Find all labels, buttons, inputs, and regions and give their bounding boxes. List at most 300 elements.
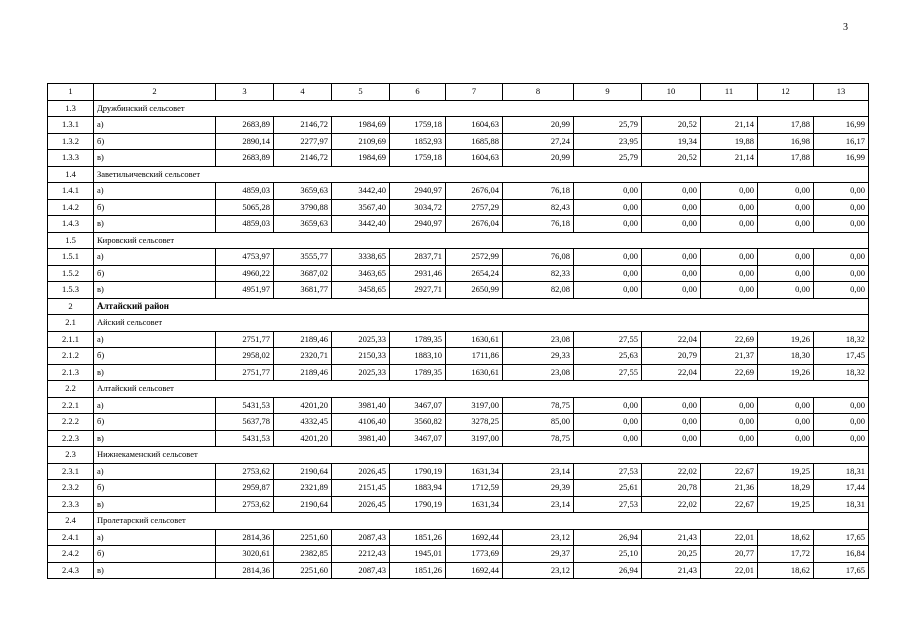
value-cell: 2753,62 — [216, 463, 274, 480]
value-cell: 0,00 — [758, 199, 814, 216]
value-cell: 22,01 — [701, 529, 758, 546]
value-cell: 2654,24 — [446, 265, 503, 282]
value-cell: 2683,89 — [216, 150, 274, 167]
value-cell: 23,12 — [503, 529, 574, 546]
value-cell: 0,00 — [701, 430, 758, 447]
row-label: в) — [94, 364, 216, 381]
value-cell: 0,00 — [814, 216, 869, 233]
value-cell: 2026,45 — [332, 496, 390, 513]
value-cell: 1711,86 — [446, 348, 503, 365]
value-cell: 18,31 — [814, 496, 869, 513]
row-code: 2.1.3 — [48, 364, 94, 381]
value-cell: 2958,02 — [216, 348, 274, 365]
section-row — [48, 447, 869, 464]
table-row — [48, 397, 869, 414]
value-cell: 2382,85 — [274, 546, 332, 563]
row-label: а) — [94, 463, 216, 480]
section-title: Дружбинский сельсовет — [94, 100, 869, 117]
value-cell: 20,25 — [642, 546, 701, 563]
value-cell: 16,17 — [814, 133, 869, 150]
column-number: 12 — [758, 84, 814, 101]
value-cell: 1883,94 — [390, 480, 446, 497]
section-row — [48, 513, 869, 530]
value-cell: 0,00 — [642, 414, 701, 431]
value-cell: 21,37 — [701, 348, 758, 365]
value-cell: 0,00 — [758, 430, 814, 447]
column-number: 3 — [216, 84, 274, 101]
value-cell: 0,00 — [701, 216, 758, 233]
value-cell: 20,52 — [642, 117, 701, 134]
value-cell: 18,62 — [758, 529, 814, 546]
value-cell: 0,00 — [642, 183, 701, 200]
value-cell: 3034,72 — [390, 199, 446, 216]
row-label: а) — [94, 249, 216, 266]
row-code: 1.4.1 — [48, 183, 94, 200]
value-cell: 21,14 — [701, 117, 758, 134]
value-cell: 5065,28 — [216, 199, 274, 216]
table-row — [48, 562, 869, 579]
value-cell: 2890,14 — [216, 133, 274, 150]
value-cell: 23,08 — [503, 364, 574, 381]
value-cell: 16,84 — [814, 546, 869, 563]
row-label: а) — [94, 397, 216, 414]
value-cell: 1852,93 — [390, 133, 446, 150]
row-code: 2.2.1 — [48, 397, 94, 414]
value-cell: 22,69 — [701, 364, 758, 381]
value-cell: 1685,88 — [446, 133, 503, 150]
value-cell: 22,01 — [701, 562, 758, 579]
value-cell: 17,88 — [758, 117, 814, 134]
value-cell: 17,44 — [814, 480, 869, 497]
value-cell: 19,26 — [758, 331, 814, 348]
value-cell: 2251,60 — [274, 529, 332, 546]
value-cell: 2814,36 — [216, 562, 274, 579]
value-cell: 27,24 — [503, 133, 574, 150]
value-cell: 2190,64 — [274, 496, 332, 513]
value-cell: 22,04 — [642, 331, 701, 348]
value-cell: 20,99 — [503, 117, 574, 134]
row-label: в) — [94, 282, 216, 299]
value-cell: 2026,45 — [332, 463, 390, 480]
value-cell: 16,98 — [758, 133, 814, 150]
row-code: 1.3.1 — [48, 117, 94, 134]
value-cell: 3790,88 — [274, 199, 332, 216]
value-cell: 2927,71 — [390, 282, 446, 299]
column-number: 11 — [701, 84, 758, 101]
section-row — [48, 166, 869, 183]
value-cell: 22,67 — [701, 463, 758, 480]
value-cell: 2940,97 — [390, 216, 446, 233]
value-cell: 0,00 — [758, 183, 814, 200]
value-cell: 3467,07 — [390, 430, 446, 447]
value-cell: 0,00 — [642, 265, 701, 282]
value-cell: 0,00 — [642, 216, 701, 233]
section-title: Айский сельсовет — [94, 315, 869, 332]
value-cell: 17,65 — [814, 529, 869, 546]
value-cell: 17,65 — [814, 562, 869, 579]
row-label: б) — [94, 265, 216, 282]
value-cell: 27,53 — [574, 496, 642, 513]
row-code: 1.3.3 — [48, 150, 94, 167]
value-cell: 0,00 — [758, 265, 814, 282]
row-code: 1.3.2 — [48, 133, 94, 150]
value-cell: 0,00 — [814, 183, 869, 200]
value-cell: 1984,69 — [332, 150, 390, 167]
row-code: 2.2.2 — [48, 414, 94, 431]
section-title: Пролетарский сельсовет — [94, 513, 869, 530]
row-label: в) — [94, 216, 216, 233]
column-number: 1 — [48, 84, 94, 101]
value-cell: 4201,20 — [274, 397, 332, 414]
value-cell: 2676,04 — [446, 216, 503, 233]
row-label: б) — [94, 348, 216, 365]
value-cell: 18,30 — [758, 348, 814, 365]
value-cell: 0,00 — [642, 199, 701, 216]
value-cell: 20,77 — [701, 546, 758, 563]
column-number: 9 — [574, 84, 642, 101]
value-cell: 5637,78 — [216, 414, 274, 431]
row-label: в) — [94, 150, 216, 167]
column-number: 7 — [446, 84, 503, 101]
value-cell: 27,53 — [574, 463, 642, 480]
value-cell: 18,29 — [758, 480, 814, 497]
section-row — [48, 381, 869, 398]
table-row — [48, 331, 869, 348]
section-title: Кировский сельсовет — [94, 232, 869, 249]
table-row — [48, 430, 869, 447]
section-row — [48, 232, 869, 249]
value-cell: 22,02 — [642, 463, 701, 480]
value-cell: 1883,10 — [390, 348, 446, 365]
value-cell: 0,00 — [758, 249, 814, 266]
value-cell: 2751,77 — [216, 364, 274, 381]
value-cell: 2087,43 — [332, 562, 390, 579]
value-cell: 82,33 — [503, 265, 574, 282]
value-cell: 3442,40 — [332, 216, 390, 233]
value-cell: 0,00 — [758, 397, 814, 414]
value-cell: 2320,71 — [274, 348, 332, 365]
row-label: а) — [94, 183, 216, 200]
value-cell: 1851,26 — [390, 529, 446, 546]
value-cell: 3659,63 — [274, 183, 332, 200]
value-cell: 3467,07 — [390, 397, 446, 414]
section-row — [48, 315, 869, 332]
value-cell: 21,43 — [642, 562, 701, 579]
value-cell: 0,00 — [574, 216, 642, 233]
value-cell: 2650,99 — [446, 282, 503, 299]
row-label: в) — [94, 430, 216, 447]
value-cell: 3681,77 — [274, 282, 332, 299]
row-code: 2.3.1 — [48, 463, 94, 480]
value-cell: 1984,69 — [332, 117, 390, 134]
value-cell: 1945,01 — [390, 546, 446, 563]
value-cell: 23,95 — [574, 133, 642, 150]
value-cell: 18,32 — [814, 331, 869, 348]
value-cell: 1712,59 — [446, 480, 503, 497]
value-cell: 2321,89 — [274, 480, 332, 497]
value-cell: 4106,40 — [332, 414, 390, 431]
value-cell: 2150,33 — [332, 348, 390, 365]
value-cell: 1631,34 — [446, 496, 503, 513]
value-cell: 2751,77 — [216, 331, 274, 348]
value-cell: 0,00 — [701, 265, 758, 282]
table-row — [48, 133, 869, 150]
value-cell: 82,08 — [503, 282, 574, 299]
row-code: 2.3.2 — [48, 480, 94, 497]
value-cell: 1604,63 — [446, 117, 503, 134]
row-code: 2.1 — [48, 315, 94, 332]
table-row — [48, 117, 869, 134]
value-cell: 29,33 — [503, 348, 574, 365]
value-cell: 1630,61 — [446, 364, 503, 381]
value-cell: 2757,29 — [446, 199, 503, 216]
row-label: в) — [94, 562, 216, 579]
value-cell: 0,00 — [574, 414, 642, 431]
value-cell: 19,26 — [758, 364, 814, 381]
column-number: 6 — [390, 84, 446, 101]
value-cell: 21,43 — [642, 529, 701, 546]
column-number: 2 — [94, 84, 216, 101]
value-cell: 25,79 — [574, 117, 642, 134]
row-label: б) — [94, 133, 216, 150]
value-cell: 3197,00 — [446, 430, 503, 447]
value-cell: 0,00 — [642, 282, 701, 299]
table-row — [48, 183, 869, 200]
section-title: Алтайский район — [94, 298, 869, 315]
value-cell: 3567,40 — [332, 199, 390, 216]
value-cell: 1790,19 — [390, 463, 446, 480]
value-cell: 17,88 — [758, 150, 814, 167]
value-cell: 3463,65 — [332, 265, 390, 282]
column-number-row — [48, 84, 869, 101]
column-number: 13 — [814, 84, 869, 101]
value-cell: 0,00 — [701, 199, 758, 216]
value-cell: 0,00 — [574, 249, 642, 266]
column-number: 10 — [642, 84, 701, 101]
value-cell: 2189,46 — [274, 331, 332, 348]
value-cell: 2676,04 — [446, 183, 503, 200]
value-cell: 4332,45 — [274, 414, 332, 431]
value-cell: 0,00 — [758, 414, 814, 431]
value-cell: 4951,97 — [216, 282, 274, 299]
section-row — [48, 100, 869, 117]
row-label: в) — [94, 496, 216, 513]
value-cell: 0,00 — [574, 183, 642, 200]
row-code: 2.3 — [48, 447, 94, 464]
value-cell: 0,00 — [701, 282, 758, 299]
row-code: 2.4.1 — [48, 529, 94, 546]
tariff-table — [47, 83, 869, 579]
row-label: а) — [94, 331, 216, 348]
value-cell: 3981,40 — [332, 397, 390, 414]
value-cell: 1773,69 — [446, 546, 503, 563]
value-cell: 20,52 — [642, 150, 701, 167]
value-cell: 1631,34 — [446, 463, 503, 480]
value-cell: 20,99 — [503, 150, 574, 167]
value-cell: 19,25 — [758, 463, 814, 480]
value-cell: 19,34 — [642, 133, 701, 150]
value-cell: 25,79 — [574, 150, 642, 167]
value-cell: 18,32 — [814, 364, 869, 381]
value-cell: 3560,82 — [390, 414, 446, 431]
value-cell: 2146,72 — [274, 150, 332, 167]
row-code: 2.1.1 — [48, 331, 94, 348]
value-cell: 4960,22 — [216, 265, 274, 282]
value-cell: 0,00 — [814, 282, 869, 299]
table-row — [48, 348, 869, 365]
value-cell: 0,00 — [574, 265, 642, 282]
value-cell: 2087,43 — [332, 529, 390, 546]
row-label: б) — [94, 414, 216, 431]
value-cell: 18,31 — [814, 463, 869, 480]
value-cell: 0,00 — [701, 183, 758, 200]
value-cell: 2151,45 — [332, 480, 390, 497]
value-cell: 19,25 — [758, 496, 814, 513]
value-cell: 2212,43 — [332, 546, 390, 563]
value-cell: 0,00 — [701, 397, 758, 414]
value-cell: 76,18 — [503, 216, 574, 233]
value-cell: 3555,77 — [274, 249, 332, 266]
table-row — [48, 282, 869, 299]
value-cell: 0,00 — [758, 282, 814, 299]
value-cell: 2109,69 — [332, 133, 390, 150]
table-row — [48, 150, 869, 167]
value-cell: 26,94 — [574, 562, 642, 579]
value-cell: 0,00 — [642, 397, 701, 414]
value-cell: 76,08 — [503, 249, 574, 266]
table-row — [48, 265, 869, 282]
value-cell: 2025,33 — [332, 331, 390, 348]
row-label: б) — [94, 199, 216, 216]
value-cell: 0,00 — [574, 430, 642, 447]
value-cell: 29,37 — [503, 546, 574, 563]
value-cell: 3458,65 — [332, 282, 390, 299]
value-cell: 2146,72 — [274, 117, 332, 134]
value-cell: 3442,40 — [332, 183, 390, 200]
value-cell: 0,00 — [814, 397, 869, 414]
value-cell: 4201,20 — [274, 430, 332, 447]
section-title: Заветильичевский сельсовет — [94, 166, 869, 183]
value-cell: 23,08 — [503, 331, 574, 348]
value-cell: 4859,03 — [216, 216, 274, 233]
value-cell: 1789,35 — [390, 331, 446, 348]
value-cell: 2251,60 — [274, 562, 332, 579]
column-number: 8 — [503, 84, 574, 101]
value-cell: 22,02 — [642, 496, 701, 513]
value-cell: 2753,62 — [216, 496, 274, 513]
table-row — [48, 496, 869, 513]
value-cell: 0,00 — [814, 199, 869, 216]
table-row — [48, 216, 869, 233]
value-cell: 2025,33 — [332, 364, 390, 381]
value-cell: 17,72 — [758, 546, 814, 563]
value-cell: 18,62 — [758, 562, 814, 579]
row-code: 1.5.3 — [48, 282, 94, 299]
table-row — [48, 199, 869, 216]
row-code: 1.5.2 — [48, 265, 94, 282]
value-cell: 0,00 — [758, 216, 814, 233]
value-cell: 3278,25 — [446, 414, 503, 431]
column-number: 5 — [332, 84, 390, 101]
value-cell: 2940,97 — [390, 183, 446, 200]
value-cell: 22,04 — [642, 364, 701, 381]
section-title: Нижнекаменский сельсовет — [94, 447, 869, 464]
row-code: 2.2.3 — [48, 430, 94, 447]
value-cell: 4753,97 — [216, 249, 274, 266]
row-label: б) — [94, 546, 216, 563]
value-cell: 5431,53 — [216, 397, 274, 414]
value-cell: 22,69 — [701, 331, 758, 348]
value-cell: 3981,40 — [332, 430, 390, 447]
value-cell: 0,00 — [574, 199, 642, 216]
value-cell: 0,00 — [642, 249, 701, 266]
value-cell: 3020,61 — [216, 546, 274, 563]
row-code: 2.4.3 — [48, 562, 94, 579]
value-cell: 22,67 — [701, 496, 758, 513]
value-cell: 2931,46 — [390, 265, 446, 282]
row-code: 2.4.2 — [48, 546, 94, 563]
table-row — [48, 529, 869, 546]
value-cell: 3659,63 — [274, 216, 332, 233]
value-cell: 82,43 — [503, 199, 574, 216]
value-cell: 26,94 — [574, 529, 642, 546]
row-label: а) — [94, 529, 216, 546]
value-cell: 76,18 — [503, 183, 574, 200]
table-row — [48, 249, 869, 266]
value-cell: 20,78 — [642, 480, 701, 497]
table-row — [48, 414, 869, 431]
table-row — [48, 546, 869, 563]
value-cell: 0,00 — [814, 414, 869, 431]
value-cell: 2959,87 — [216, 480, 274, 497]
page-number: 3 — [843, 22, 848, 33]
row-label: б) — [94, 480, 216, 497]
value-cell: 2814,36 — [216, 529, 274, 546]
value-cell: 1630,61 — [446, 331, 503, 348]
row-code: 2 — [48, 298, 94, 315]
row-code: 1.5 — [48, 232, 94, 249]
value-cell: 0,00 — [814, 249, 869, 266]
value-cell: 3338,65 — [332, 249, 390, 266]
value-cell: 1759,18 — [390, 117, 446, 134]
value-cell: 21,36 — [701, 480, 758, 497]
row-code: 1.3 — [48, 100, 94, 117]
section-row — [48, 298, 869, 315]
value-cell: 16,99 — [814, 150, 869, 167]
row-code: 2.4 — [48, 513, 94, 530]
value-cell: 0,00 — [642, 430, 701, 447]
row-code: 2.2 — [48, 381, 94, 398]
value-cell: 27,55 — [574, 331, 642, 348]
value-cell: 0,00 — [574, 282, 642, 299]
value-cell: 23,14 — [503, 463, 574, 480]
value-cell: 23,14 — [503, 496, 574, 513]
section-title: Алтайский сельсовет — [94, 381, 869, 398]
value-cell: 21,14 — [701, 150, 758, 167]
value-cell: 0,00 — [701, 414, 758, 431]
value-cell: 2189,46 — [274, 364, 332, 381]
value-cell: 78,75 — [503, 397, 574, 414]
value-cell: 0,00 — [701, 249, 758, 266]
value-cell: 1790,19 — [390, 496, 446, 513]
value-cell: 23,12 — [503, 562, 574, 579]
value-cell: 2837,71 — [390, 249, 446, 266]
value-cell: 1692,44 — [446, 562, 503, 579]
value-cell: 1851,26 — [390, 562, 446, 579]
table-row — [48, 364, 869, 381]
column-number: 4 — [274, 84, 332, 101]
value-cell: 1789,35 — [390, 364, 446, 381]
